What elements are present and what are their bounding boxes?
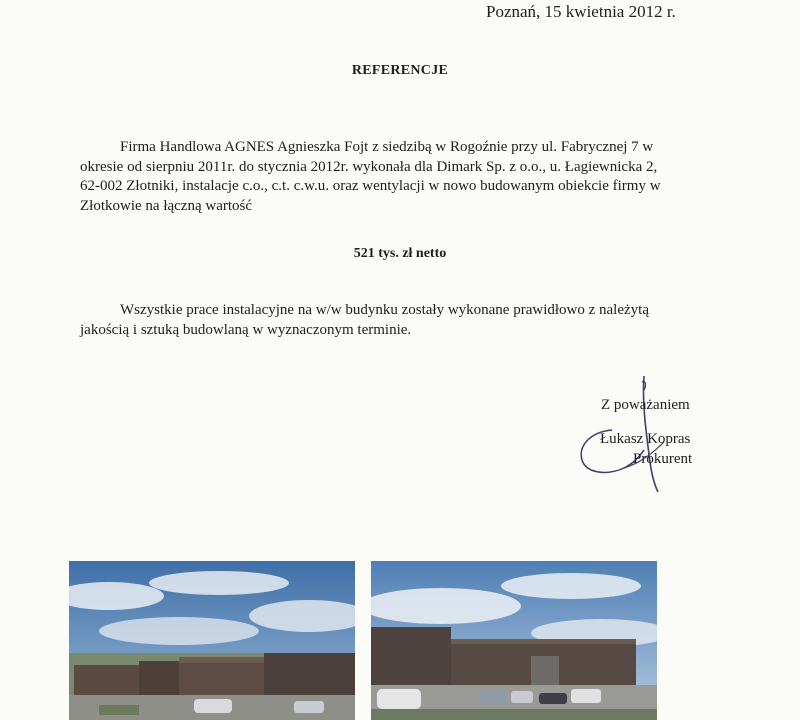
warehouse-photo-right [371, 561, 657, 720]
letter-heading: REFERENCJE [351, 63, 449, 78]
paragraph-quality [80, 300, 680, 340]
paragraph-line: 62-002 Złotniki, instalacje c.o., c.t. c.w.u. oraz wentylacji w nowo budowanym obiekcie firmy w [80, 178, 661, 194]
paragraph-main [80, 138, 680, 216]
paragraph-line: okresie od sierpniu 2011r. do stycznia 2012r. wykonała dla Dimark Sp. z o.o., u. Łagiewnicka 2, [80, 158, 658, 175]
contract-amount: 521 tys. zł netto [353, 246, 447, 261]
paragraph-line: jakością i sztuką budowlaną w wyznaczonym terminie. [80, 322, 412, 338]
closing-phrase: Z poważaniem [601, 397, 690, 413]
signer-name: Łukasz Kopras [600, 431, 691, 447]
warehouse-photo-left [69, 561, 355, 720]
paragraph-line: Złotkowie na łączną wartość [80, 197, 253, 214]
signer-role: Prokurent [633, 451, 693, 467]
letter-date: Poznań, 15 kwietnia 2012 r. [486, 2, 676, 21]
paragraph-line: Firma Handlowa AGNES Agnieszka Fojt z siedzibą w Rogoźnie przy ul. Fabrycznej 7 w [120, 139, 654, 155]
paragraph-line: Wszystkie prace instalacyjne na w/w budynku zostały wykonane prawidłowo z należytą [120, 302, 649, 318]
